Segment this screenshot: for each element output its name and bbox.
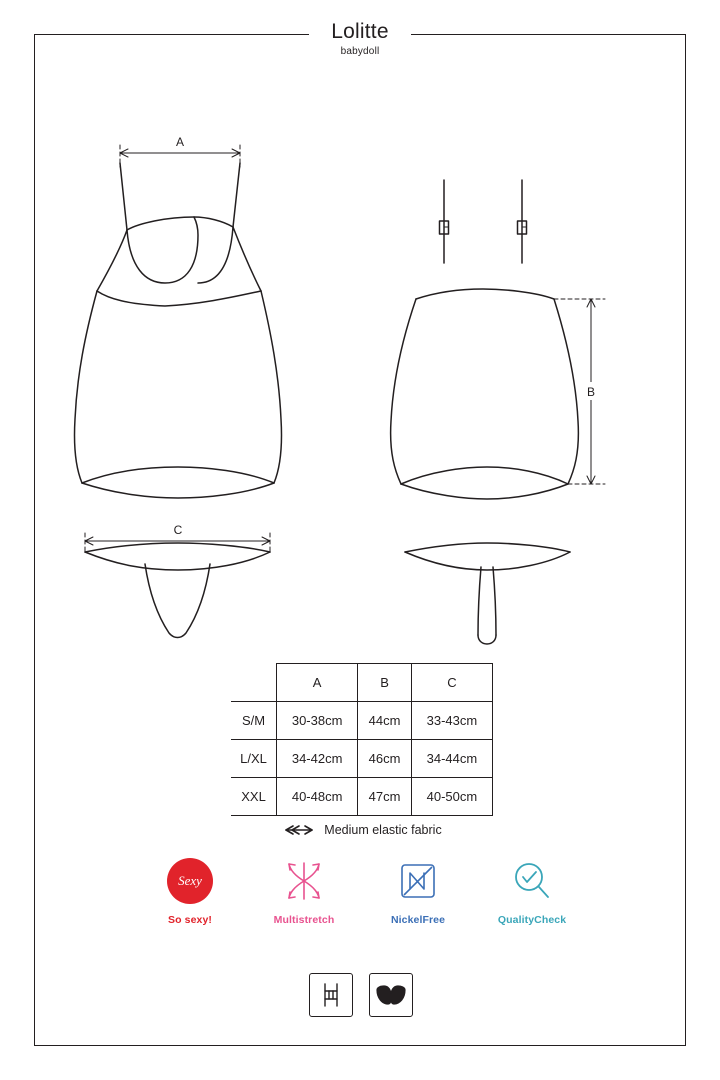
so-sexy-icon (147, 855, 233, 907)
svg-text:B: B (586, 385, 596, 399)
row-size-label: XXL (231, 778, 277, 816)
table-row (231, 740, 493, 778)
badge-caption: NickelFree (390, 914, 446, 926)
bra-cup-icon (369, 973, 413, 1017)
feature-badges (35, 855, 687, 926)
quality-check-icon (489, 855, 575, 907)
cell-a: 34-42cm (277, 740, 358, 778)
cell-c: 40-50cm (411, 778, 492, 816)
cell-a: 40-48cm (277, 778, 358, 816)
table-corner-cell (231, 664, 277, 702)
badge-multistretch (261, 855, 347, 926)
elastic-arrow-icon (282, 824, 316, 836)
badge-caption: Multistretch (273, 914, 335, 926)
table-header-row (231, 664, 493, 702)
title-block (35, 19, 685, 59)
cell-b: 47cm (358, 778, 412, 816)
garment-detail-icon (309, 973, 353, 1017)
technical-drawings (35, 75, 687, 645)
row-size-label: S/M (231, 702, 277, 740)
page-title: Lolitte (331, 20, 389, 43)
cell-b: 44cm (358, 702, 412, 740)
badge-nickel-free (375, 855, 461, 926)
badge-so-sexy (147, 855, 233, 926)
product-subtitle: babydoll (340, 46, 380, 57)
spec-sheet (34, 20, 686, 1046)
fabric-note-label: Medium elastic fabric (324, 823, 442, 837)
multistretch-icon (261, 855, 347, 907)
garment-line-art (35, 75, 687, 645)
svg-text:A: A (175, 135, 185, 149)
cell-b: 46cm (358, 740, 412, 778)
nickel-free-icon (375, 855, 461, 907)
size-table (231, 663, 493, 816)
size-table-wrap (231, 663, 493, 837)
so-sexy-circle-label: Sexy (167, 858, 213, 904)
column-header-c: C (411, 664, 492, 702)
column-header-a: A (277, 664, 358, 702)
table-row (231, 778, 493, 816)
row-size-label: L/XL (231, 740, 277, 778)
cell-a: 30-38cm (277, 702, 358, 740)
table-row (231, 702, 493, 740)
cell-c: 34-44cm (411, 740, 492, 778)
fabric-note (231, 823, 493, 837)
care-icons (35, 973, 687, 1017)
column-header-b: B (358, 664, 412, 702)
badge-quality-check (489, 855, 575, 926)
badge-caption: QualityCheck (497, 914, 567, 926)
badge-caption: So sexy! (168, 914, 212, 926)
svg-text:C: C (173, 523, 183, 537)
cell-c: 33-43cm (411, 702, 492, 740)
